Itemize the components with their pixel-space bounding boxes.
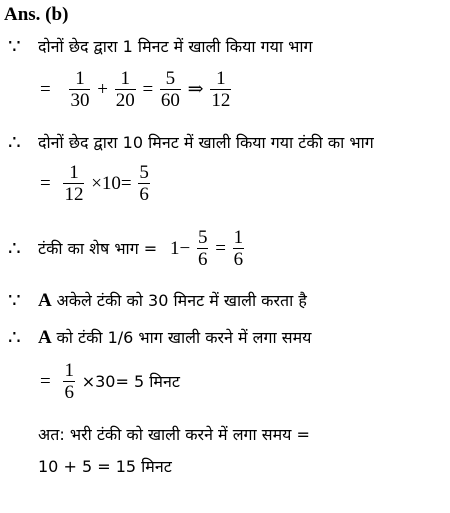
statement-6: अत: भरी टंकी को खाली करने में लगा समय = — [38, 425, 310, 444]
eq1-fraction-4: $\frac{1}{12}$ — [211, 68, 231, 111]
eq3-equals: = — [215, 237, 226, 259]
eq1-equals-2: = — [142, 78, 154, 100]
eq5-equals: = — [40, 370, 51, 392]
eq1-fraction-2: $\frac{1}{20}$ — [115, 68, 135, 111]
eq1-fraction-3: $\frac{5}{60}$ — [160, 68, 180, 111]
statement-3-text: टंकी का शेष भाग = — [38, 238, 158, 258]
statement-4-a: A — [38, 290, 52, 311]
equation-5 — [38, 360, 182, 403]
eq1-equals: = — [40, 78, 51, 100]
eq2-fraction-2: $\frac{5}{6}$ — [139, 162, 149, 205]
eq3-fraction-2: $\frac{1}{6}$ — [233, 227, 244, 270]
eq1-implies: ⇒ — [187, 78, 204, 100]
statement-3 — [38, 227, 244, 270]
statement-2: दोनों छेद द्वारा 10 मिनट में खाली किया गया टंकी का भाग — [38, 133, 374, 152]
equation-1 — [38, 68, 231, 111]
statement-1: दोनों छेद द्वारा 1 मिनट में खाली किया गया भाग — [38, 37, 313, 56]
statement-4-text: अकेले टंकी को 30 मिनट में खाली करता है — [56, 291, 307, 310]
therefore-symbol-2: ∴ — [8, 238, 21, 260]
eq1-plus: + — [97, 78, 108, 100]
equation-2 — [38, 162, 150, 205]
eq2-equals: = — [40, 172, 51, 194]
statement-7: 10 + 5 = 15 मिनट — [38, 457, 172, 476]
statement-5 — [38, 326, 311, 350]
eq1-fraction-1: $\frac{1}{30}$ — [70, 68, 90, 111]
eq5-rest: ×30= 5 मिनट — [81, 371, 180, 391]
statement-5-text: को टंकी 1/6 भाग खाली करने में लगा समय — [56, 328, 312, 347]
since-symbol-1: ∵ — [8, 36, 21, 58]
eq3-one-minus: 1− — [169, 237, 191, 259]
since-symbol-2: ∵ — [8, 290, 21, 312]
eq3-fraction-1: $\frac{5}{6}$ — [197, 227, 208, 270]
therefore-symbol-3: ∴ — [8, 327, 21, 349]
eq2-times: ×10= — [91, 172, 132, 194]
eq5-fraction-1: $\frac{1}{6}$ — [64, 360, 74, 403]
therefore-symbol-1: ∴ — [8, 132, 21, 154]
eq2-fraction-1: $\frac{1}{12}$ — [64, 162, 84, 205]
statement-5-a: A — [38, 327, 52, 348]
answer-label: Ans. (b) — [4, 4, 69, 25]
statement-4 — [38, 289, 307, 313]
